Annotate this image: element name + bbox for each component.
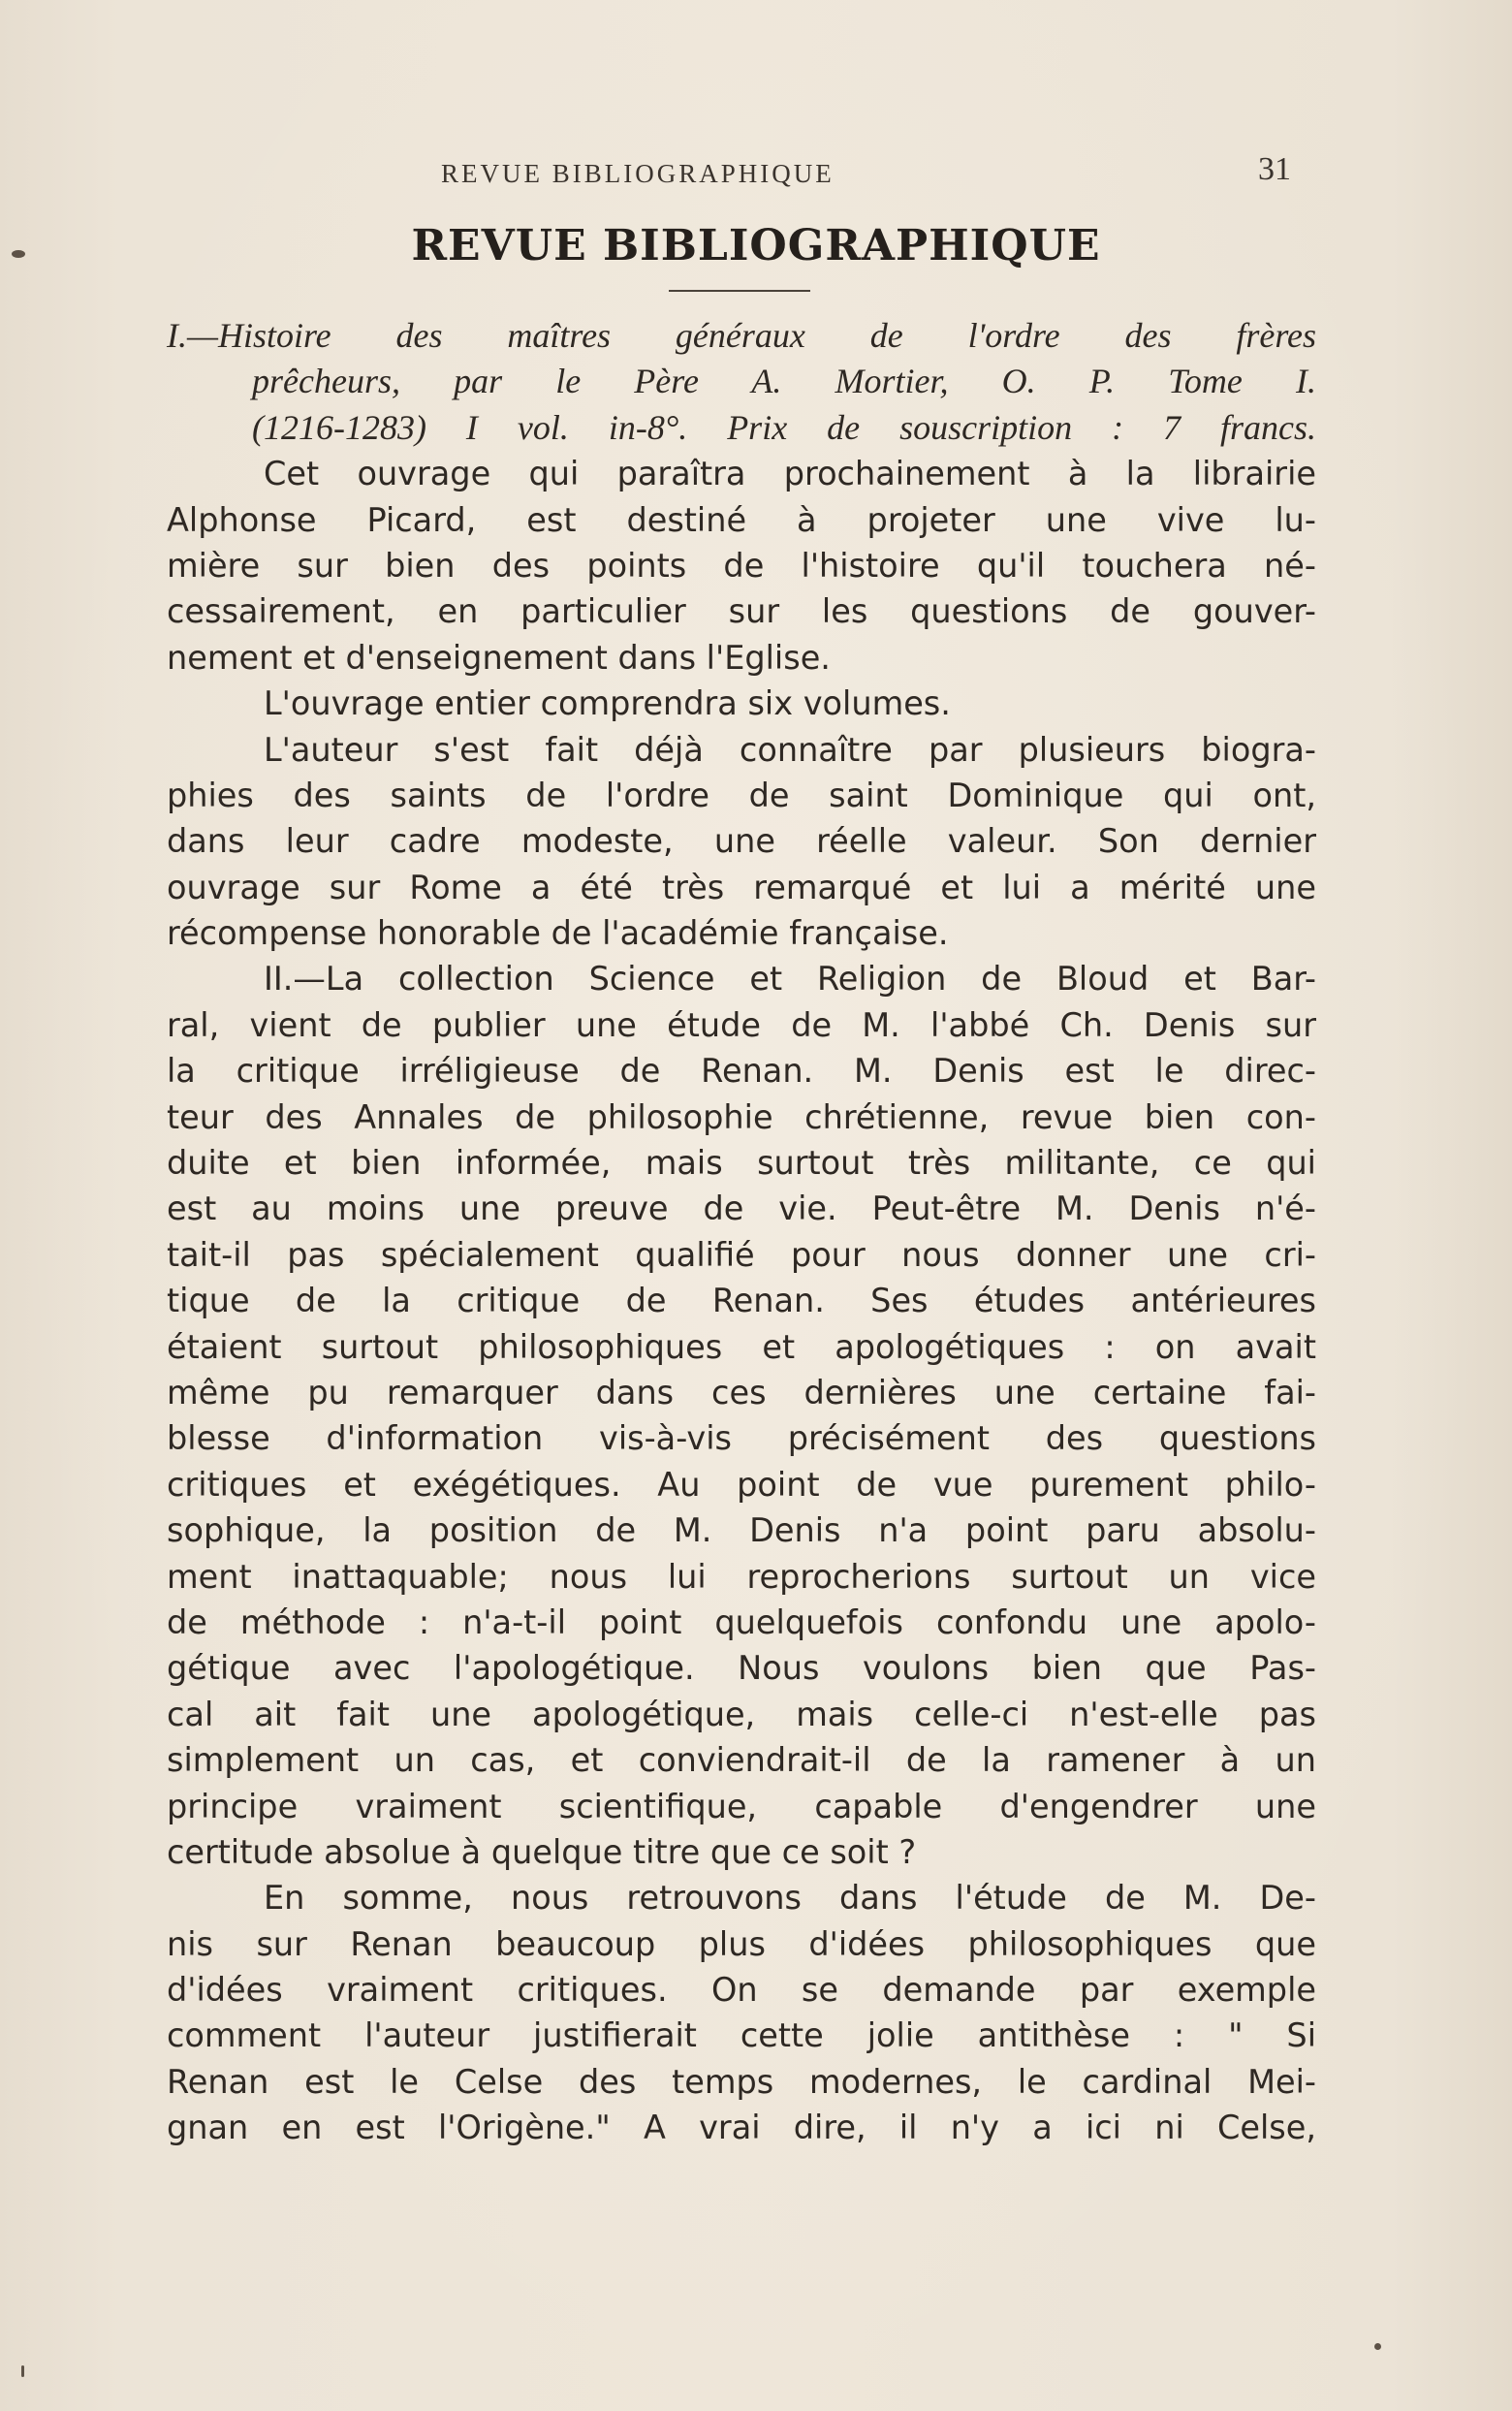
- text-line: cessairement, en particulier sur les questions de gouver-: [167, 592, 1316, 631]
- text-line: même pu remarquer dans ces dernières une certaine fai-: [167, 1373, 1316, 1412]
- text-line: récompense honorable de l'académie française.: [167, 914, 949, 953]
- text-line: certitude absolue à quelque titre que ce soit ?: [167, 1832, 917, 1871]
- text-line: ouvrage sur Rome a été très remarqué et lui a mérité une: [167, 868, 1316, 906]
- text-line: Cet ouvrage qui paraîtra prochainement à la librairie: [264, 455, 1316, 493]
- text-line: L'auteur s'est fait déjà connaître par plusieurs biogra-: [264, 730, 1316, 769]
- text-line: dans leur cadre modeste, une réelle valeur. Son dernier: [167, 822, 1316, 861]
- text-line: teur des Annales de philosophie chrétienne, revue bien con-: [167, 1097, 1316, 1136]
- review-heading-line: (1216-1283) I vol. in-8°. Prix de souscription : 7 francs.: [252, 407, 1316, 447]
- text-line: tait-il pas spécialement qualifié pour nous donner une cri-: [167, 1235, 1316, 1274]
- text-line: comment l'auteur justifierait cette jolie antithèse : " Si: [167, 2016, 1316, 2055]
- text-line: nement et d'enseignement dans l'Eglise.: [167, 638, 831, 677]
- title-rule: [669, 290, 810, 292]
- text-line: mière sur bien des points de l'histoire qu'il touchera né-: [167, 546, 1316, 585]
- text-line: la critique irréligieuse de Renan. M. Denis est le direc-: [167, 1052, 1316, 1091]
- text-line: nis sur Renan beaucoup plus d'idées philosophiques que: [167, 1924, 1316, 1963]
- page-number: 31: [1258, 151, 1291, 187]
- text-line: phies des saints de l'ordre de saint Dominique qui ont,: [167, 776, 1316, 814]
- text-line: sophique, la position de M. Denis n'a point paru absolu-: [167, 1511, 1316, 1550]
- text-line: En somme, nous retrouvons dans l'étude de M. De-: [264, 1879, 1316, 1918]
- text-line: de méthode : n'a-t-il point quelquefois confondu une apolo-: [167, 1602, 1316, 1641]
- text-line: ral, vient de publier une étude de M. l'abbé Ch. Denis sur: [167, 1005, 1316, 1044]
- text-line: Alphonse Picard, est destiné à projeter une vive lu-: [167, 500, 1316, 539]
- text-line: cal ait fait une apologétique, mais celle-ci n'est-elle pas: [167, 1695, 1316, 1733]
- running-head: REVUE BIBLIOGRAPHIQUE: [441, 159, 835, 188]
- text-line: Renan est le Celse des temps modernes, le cardinal Mei-: [167, 2062, 1316, 2101]
- review-body: [167, 313, 1316, 2151]
- text-line: critiques et exégétiques. Au point de vue purement philo-: [167, 1465, 1316, 1504]
- section-title: REVUE BIBLIOGRAPHIQUE: [411, 221, 1101, 270]
- ink-speck: [12, 250, 25, 258]
- text-line: ment inattaquable; nous lui reprocherions surtout un vice: [167, 1557, 1316, 1596]
- text-line: étaient surtout philosophiques et apologétiques : on avait: [167, 1327, 1316, 1366]
- text-line: tique de la critique de Renan. Ses études antérieures: [167, 1282, 1316, 1320]
- text-line: d'idées vraiment critiques. On se demande par exemple: [167, 1971, 1316, 2010]
- ink-speck: [1374, 2343, 1381, 2350]
- text-line: duite et bien informée, mais surtout très militante, ce qui: [167, 1144, 1316, 1183]
- text-line: blesse d'information vis-à-vis précisément des questions: [167, 1419, 1316, 1458]
- text-line: L'ouvrage entier comprendra six volumes.: [264, 684, 951, 723]
- ink-speck: [21, 2365, 24, 2377]
- text-line: gétique avec l'apologétique. Nous voulons bien que Pas-: [167, 1649, 1316, 1688]
- review-heading-line: prêcheurs, par le Père A. Mortier, O. P. Tome I.: [252, 362, 1316, 401]
- text-line: simplement un cas, et conviendrait-il de la ramener à un: [167, 1741, 1316, 1780]
- text-line: II.—La collection Science et Religion de Bloud et Bar-: [264, 960, 1316, 999]
- text-line: principe vraiment scientifique, capable d'engendrer une: [167, 1787, 1316, 1825]
- text-line: gnan en est l'Origène." A vrai dire, il n'y a ici ni Celse,: [167, 2109, 1316, 2147]
- review-heading-line: I.—Histoire des maîtres généraux de l'ordre des frères: [167, 316, 1316, 355]
- text-line: est au moins une preuve de vie. Peut-être M. Denis n'é-: [167, 1190, 1316, 1228]
